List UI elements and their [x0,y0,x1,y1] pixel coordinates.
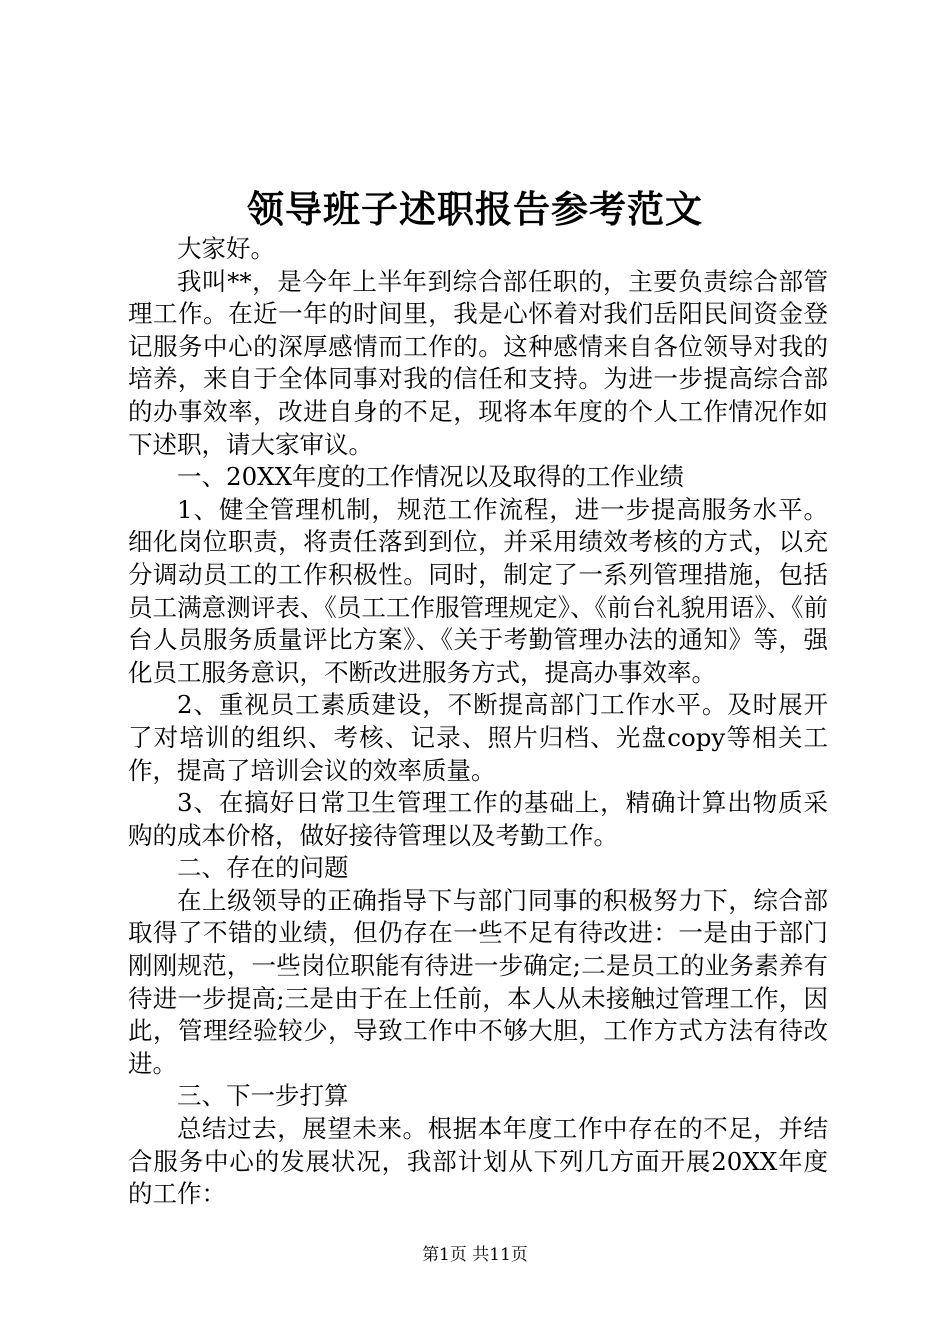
paragraph-problems: 在上级领导的正确指导下与部门同事的积极努力下，综合部取得了不错的业绩，但仍存在一些不足有待改进：一是由于部门刚刚规范，一些岗位职能有待进一步确定;二是员工的业务素养有待进一步提高;三是由于在上任前，本人从未接触过管理工作，因此，管理经验较少，导致工作中不够大胆，工作方式方法有待改进。 [128,885,828,1078]
section-heading-problems: 二、存在的问题 [177,853,349,883]
paragraph-greeting: 大家好。 [177,234,275,263]
paragraph-item-3: 3、在搞好日常卫生管理工作的基础上，精确计算出物质采购的成本价格，做好接待管理以及考勤工作。 [128,788,828,850]
document-title: 领导班子述职报告参考范文 [247,187,703,231]
page-number-footer: 第1页 共11页 [422,1245,528,1265]
paragraph-next-steps: 总结过去，展望未来。根据本年度工作中存在的不足，并结合服务中心的发展状况，我部计划从下列几方面开展20XX年度的工作： [128,1114,828,1209]
section-heading-next-steps: 三、下一步打算 [177,1081,349,1111]
section-heading-work-status: 一、20XX年度的工作情况以及取得的工作业绩 [177,462,685,492]
document-body [128,233,828,1211]
paragraph-item-2: 2、重视员工素质建设，不断提高部门工作水平。及时展开了对培训的组织、考核、记录、照片归档、光盘copy等相关工作，提高了培训会议的效率质量。 [128,690,828,785]
paragraph-introduction: 我叫**，是今年上半年到综合部任职的，主要负责综合部管理工作。在近一年的时间里，我是心怀着对我们岳阳民间资金登记服务中心的深厚感情而工作的。这种感情来自各位领导对我的培养，来自于全体同事对我的信任和支持。为进一步提高综合部的办事效率，改进自身的不足，现将本年度的个人工作情况作如下述职，请大家审议。 [128,266,828,459]
paragraph-item-1: 1、健全管理机制，规范工作流程，进一步提高服务水平。细化岗位职责，将责任落到到位，并采用绩效考核的方式，以充分调动员工的工作积极性。同时，制定了一系列管理措施，包括员工满意测评表、《员工工作服管理规定》、《前台礼貌用语》、《前台人员服务质量评比方案》、《关于考勤管理办法的通知》等，强化员工服务意识，不断改进服务方式，提高办事效率。 [128,494,828,687]
